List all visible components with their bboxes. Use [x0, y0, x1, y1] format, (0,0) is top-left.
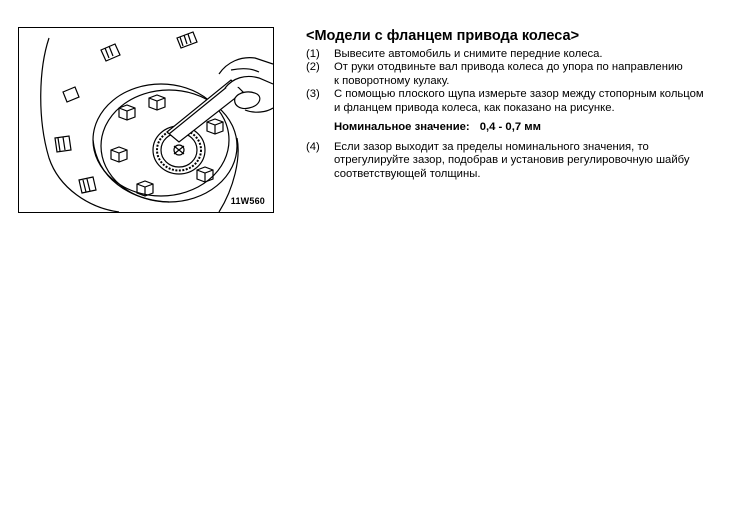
- nominal-value-number: 0,4 - 0,7 мм: [479, 121, 541, 134]
- step-number: (1): [306, 48, 320, 60]
- step-1: [306, 48, 746, 61]
- feeler-gauge: [167, 80, 243, 142]
- step-2: [306, 61, 746, 88]
- instruction-section: [306, 28, 746, 181]
- step-number: (4): [306, 141, 320, 154]
- step-text: Вывесите автомобиль и снимите передние колеса.: [334, 48, 603, 60]
- section-title: <Модели с фланцем привода колеса>: [306, 28, 580, 44]
- wheel-studs: [55, 32, 197, 193]
- step-number: (3): [306, 88, 320, 101]
- hub-flange-figure: [18, 27, 274, 213]
- step-3: [306, 88, 746, 115]
- hub-illustration: [19, 28, 273, 212]
- step-4: [306, 141, 746, 181]
- nominal-value-label: Номинальное значение:: [334, 121, 470, 134]
- step-text: Если зазор выходит за пределы номинального значения, то отрегулируйте зазор, подобрав и установив регулировочную шайбу соответствующей толщины.: [334, 141, 690, 180]
- figure-code: 11W560: [230, 196, 265, 206]
- step-number: (2): [306, 61, 320, 74]
- step-text: С помощью плоского щупа измерьте зазор между стопорным кольцом и фланцем привода колеса, как показано на рисунке.: [334, 88, 704, 114]
- nominal-value: [334, 120, 746, 134]
- step-text: От руки отодвиньте вал привода колеса до упора по направлению к поворотному кулаку.: [334, 61, 683, 87]
